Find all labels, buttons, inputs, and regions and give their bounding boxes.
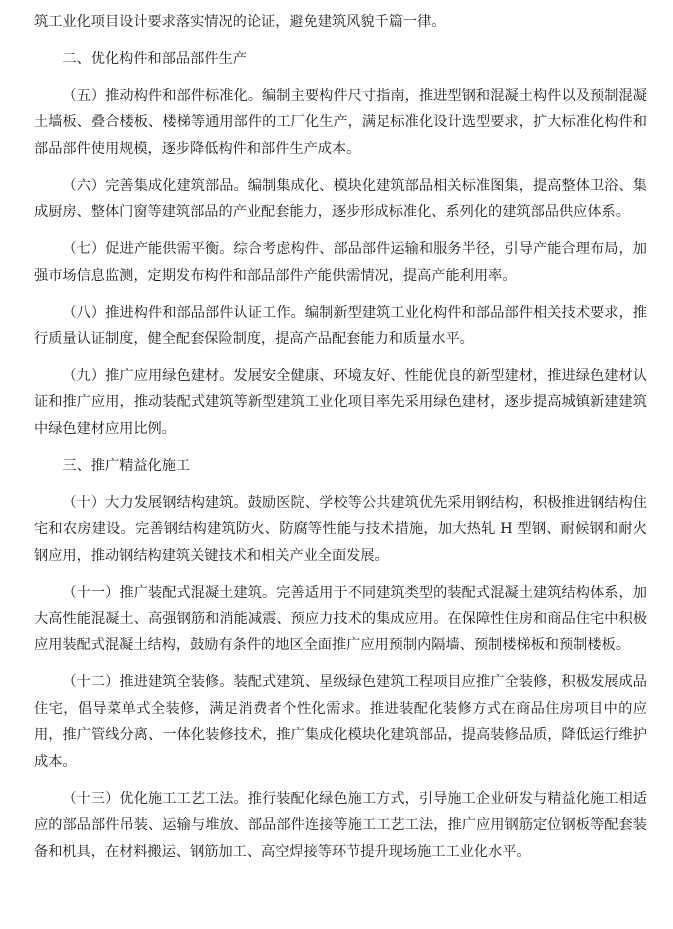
- paragraph-item-12: （十二）推进建筑全装修。装配式建筑、星级绿色建筑工程项目应推广全装修，积极发展成品住宅，倡导菜单式全装修，满足消费者个性化需求。推进装配化装修方式在商品住房项目中的应用，推广管线分离、一体化装修技术，推广集成化模块化建筑部品，提高装修品质，降低运行维护成本。: [34, 674, 647, 770]
- paragraph-continuation: 筑工业化项目设计要求落实情况的论证，避免建筑风貌千篇一律。: [34, 14, 446, 30]
- section-heading-2: 二、优化构件和部品部件生产: [62, 51, 247, 67]
- paragraph-item-6: （六）完善集成化建筑部品。编制集成化、模块化建筑部品相关标准图集，提高整体卫浴、集成厨房、整体门窗等建筑部品的产业配套能力，逐步形成标准化、系列化的建筑部品供应体系。: [34, 177, 647, 221]
- section-heading-3: 三、推广精益化施工: [62, 457, 191, 474]
- paragraph-item-11: （十一）推广装配式混凝土建筑。完善适用于不同建筑类型的装配式混凝土建筑结构体系，加大高性能混凝土、高强钢筋和消能减震、预应力技术的集成应用。在保障性住房和商品住宅中积极应用装配式混凝土结构，鼓励有条件的地区全面推广应用预制内隔墙、预制楼梯板和预制楼板。: [34, 584, 647, 654]
- paragraph-item-13: （十三）优化施工工艺工法。推行装配化绿色施工方式，引导施工企业研发与精益化施工相适应的部品部件吊装、运输与堆放、部品部件连接等施工工艺工法，推广应用钢筋定位钢板等配套装备和机具，在材料搬运、钢筋加工、高空焊接等环节提升现场施工工业化水平。: [34, 790, 647, 860]
- paragraph-item-8: （八）推进构件和部品部件认证工作。编制新型建筑工业化构件和部品部件相关技术要求，推行质量认证制度，健全配套保险制度，提高产品配套能力和质量水平。: [34, 304, 647, 348]
- paragraph-item-5: （五）推动构件和部件标准化。编制主要构件尺寸指南，推进型钢和混凝土构件以及预制混凝土墙板、叠合楼板、楼梯等通用部件的工厂化生产，满足标准化设计选型要求，扩大标准化构件和部品部件使用规模，逐步降低构件和部件生产成本。: [34, 88, 647, 157]
- paragraph-item-10: （十）大力发展钢结构建筑。鼓励医院、学校等公共建筑优先采用钢结构，积极推进钢结构住宅和农房建设。完善钢结构建筑防火、防腐等性能与技术措施，加大热轧 H 型钢、耐候钢和耐火钢应用，推动钢结构建筑关键技术和相关产业全面发展。: [34, 494, 647, 564]
- paragraph-item-9: （九）推广应用绿色建材。发展安全健康、环境友好、性能优良的新型建材，推进绿色建材认证和推广应用，推动装配式建筑等新型建筑工业化项目率先采用绿色建材，逐步提高城镇新建建筑中绿色建材应用比例。: [34, 368, 647, 437]
- paragraph-item-7: （七）促进产能供需平衡。综合考虑构件、部品部件运输和服务半径，引导产能合理布局，加强市场信息监测，定期发布构件和部品部件产能供需情况，提高产能利用率。: [34, 241, 647, 284]
